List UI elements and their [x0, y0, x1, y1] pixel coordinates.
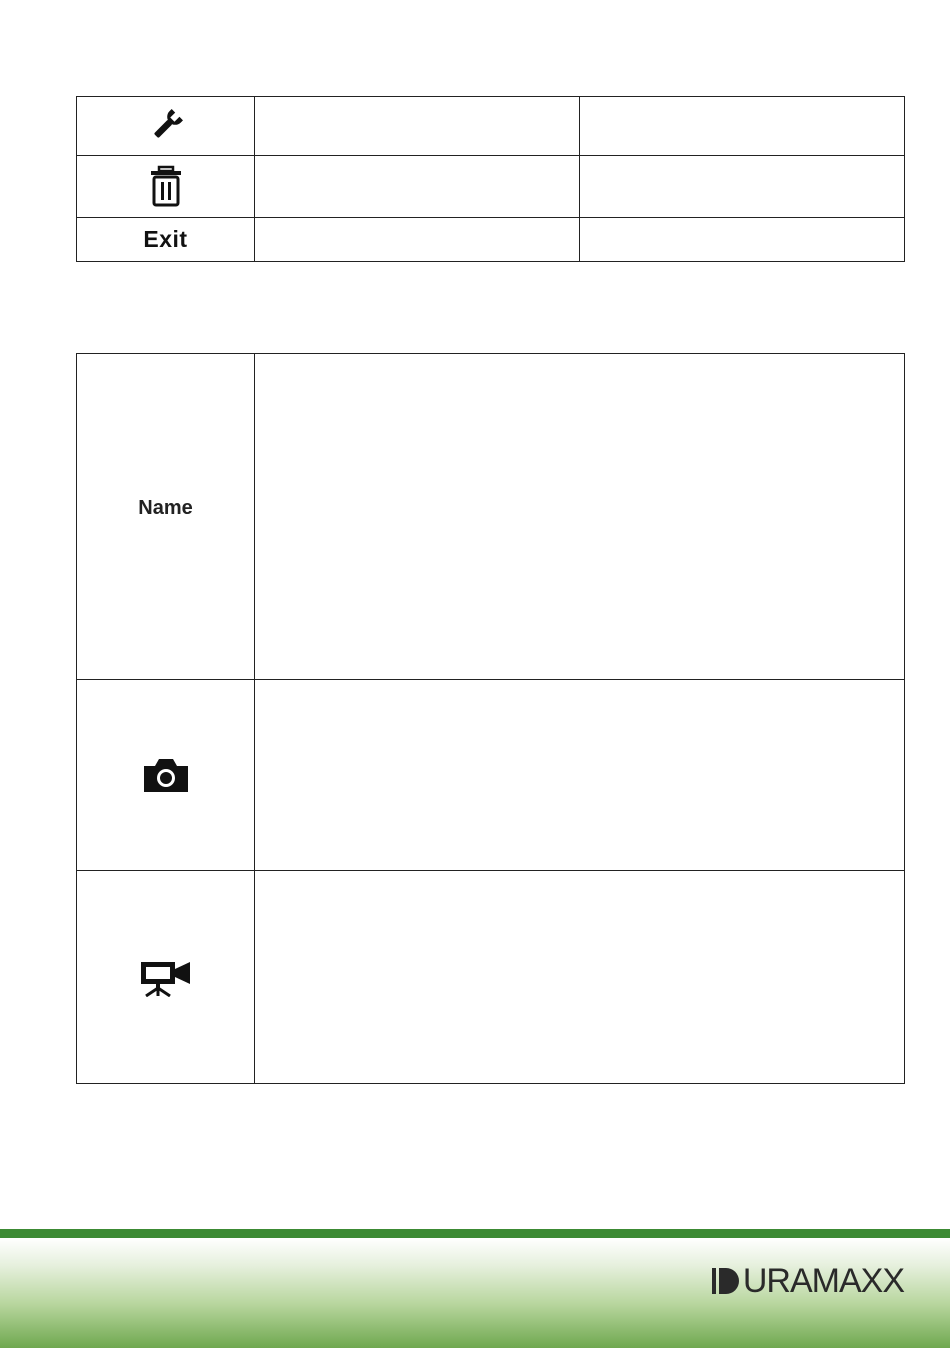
table-cell — [580, 97, 905, 156]
table-row — [77, 156, 905, 218]
icon-cell — [77, 218, 255, 262]
description-cell — [255, 871, 905, 1084]
logo-d-mark — [712, 1266, 742, 1296]
name-label: Name — [138, 497, 193, 519]
icon-cell — [77, 354, 255, 680]
table-cell — [255, 218, 580, 262]
description-cell — [255, 354, 905, 680]
table-row — [77, 871, 905, 1084]
table-cell — [580, 218, 905, 262]
icon-cell — [77, 97, 255, 156]
wrench-icon — [146, 106, 186, 146]
icon-cell — [77, 680, 255, 871]
table-row — [77, 218, 905, 262]
table-row — [77, 680, 905, 871]
logo-text: URAMAXX — [742, 1262, 904, 1300]
icon-cell — [77, 156, 255, 218]
footer-accent-line — [0, 1229, 950, 1238]
icon-cell — [77, 871, 255, 1084]
video-camera-icon — [138, 957, 194, 997]
table-row — [77, 97, 905, 156]
description-cell — [255, 680, 905, 871]
table-cell — [580, 156, 905, 218]
exit-label: Exit — [143, 226, 188, 252]
table-cell — [255, 156, 580, 218]
camera-icon — [141, 756, 191, 794]
table-cell — [255, 97, 580, 156]
table-row — [77, 354, 905, 680]
duramaxx-logo — [712, 1262, 904, 1300]
trash-icon — [149, 165, 183, 209]
settings-menu-table — [76, 96, 905, 262]
mode-description-table — [76, 353, 905, 1084]
